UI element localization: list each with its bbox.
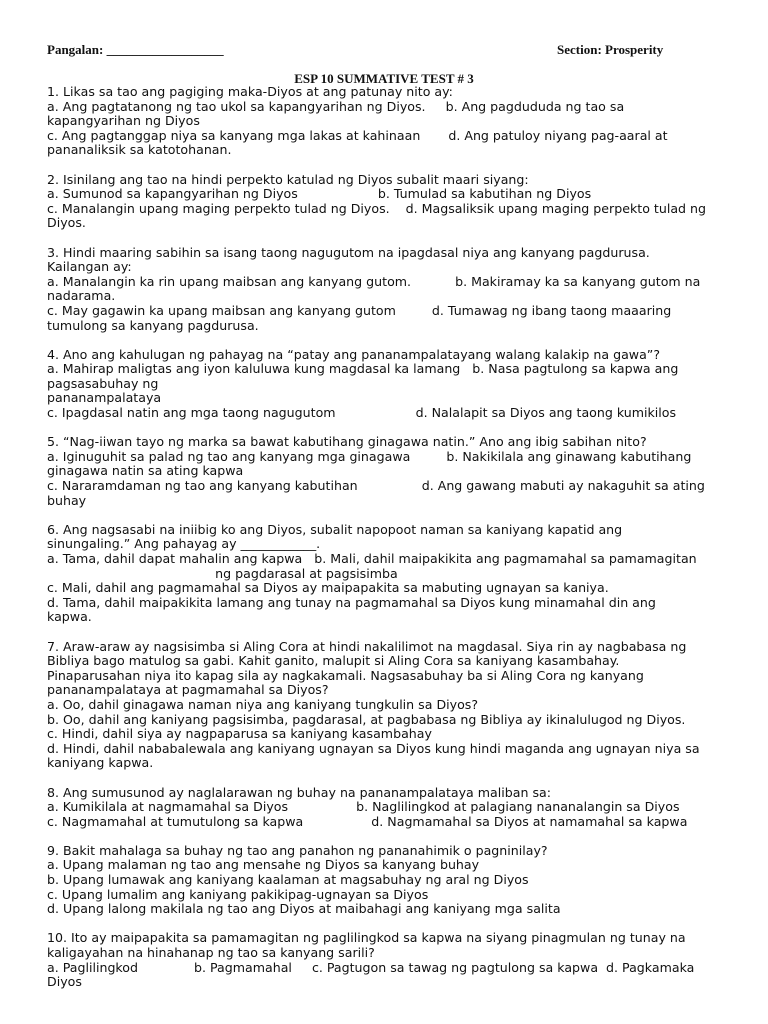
- questions-list: [47, 85, 727, 1004]
- question-line: pananaliksik sa katotohanan.: [47, 142, 232, 158]
- question-3: [47, 246, 727, 334]
- question-5: [47, 435, 727, 508]
- question-line: a. Manalangin ka rin upang maibsan ang kanyang gutom. b. Makiramay ka sa kanyang gutom na: [47, 273, 701, 289]
- section-label: Section: Prosperity: [557, 42, 664, 57]
- question-line: a. Paglilingkod b. Pagmamahal c. Pagtugon sa tawag ng pagtulong sa kapwa d. Pagkamaka: [47, 959, 695, 975]
- question-line: a. Upang malaman ng tao ang mensahe ng Diyos sa kanyang buhay: [47, 857, 480, 873]
- question-10: [47, 931, 727, 989]
- question-line: Bibliya bago matulog sa gabi. Kahit ganito, malupit si Aling Cora sa kaniyang kasambahay.: [47, 653, 620, 669]
- question-line: pagsasabuhay ng: [47, 375, 159, 391]
- question-text: 1. Likas sa tao ang pagiging maka-Diyos at ang patunay nito ay:: [47, 84, 453, 99]
- question-line: b. Upang lumawak ang kaniyang kaalaman at magsabuhay ng aral ng Diyos: [47, 872, 529, 888]
- question-line: d. Hindi, dahil nababalewala ang kaniyang ugnayan sa Diyos kung hindi maganda ang ugnayan niya sa: [47, 740, 700, 756]
- question-line: ng pagdarasal at pagsisimba: [47, 565, 398, 581]
- question-line: Kailangan ay:: [47, 259, 132, 275]
- name-field-label: Pangalan: __________________: [47, 42, 224, 57]
- question-line: Pinaparusahan niya ito kapag sila ay nagkakamali. Nagsasabuhay ba si Aling Cora ng kanyang: [47, 667, 644, 683]
- question-line: c. Ipagdasal natin ang mga taong nagugutom d. Nalalapit sa Diyos ang taong kumikilos: [47, 405, 677, 421]
- question-line: sinungaling.” Ang pahayag ay ____________.: [47, 536, 321, 552]
- question-line: pananampalataya at pagmamahal sa Diyos?: [47, 682, 329, 698]
- question-4: [47, 348, 727, 421]
- question-text: 6. Ang nagsasabi na iniibig ko ang Diyos, subalit napopoot naman sa kaniyang kapatid ang: [47, 521, 623, 537]
- question-line: c. Nararamdaman ng tao ang kanyang kabutihan d. Ang gawang mabuti ay nakaguhit sa ating: [47, 478, 705, 494]
- question-line: c. Ang pagtanggap niya sa kanyang mga lakas at kahinaan d. Ang patuloy niyang pag-aaral at: [47, 127, 668, 143]
- question-line: c. Upang lumalim ang kaniyang pakikipag-ugnayan sa Diyos: [47, 886, 429, 902]
- question-line: kapwa.: [47, 609, 92, 625]
- question-7: [47, 640, 727, 771]
- question-line: d. Upang lalong makilala ng tao ang Diyos at maibahagi ang kaniyang mga salita: [47, 901, 561, 917]
- question-text: 9. Bakit mahalaga sa buhay ng tao ang panahon ng pananahimik o pagninilay?: [47, 842, 548, 858]
- question-text: 10. Ito ay maipapakita sa pamamagitan ng paglilingkod sa kapwa na siyang pinagmulan ng tunay na: [47, 930, 686, 946]
- question-line: pananampalataya: [47, 390, 162, 406]
- question-line: a. Ang pagtatanong ng tao ukol sa kapangyarihan ng Diyos. b. Ang pagdududa ng tao sa: [47, 98, 625, 114]
- question-line: b. Oo, dahil ang kaniyang pagsisimba, pagdarasal, at pagbabasa ng Bibliya ay ikinalulugod ng Diyos.: [47, 711, 686, 727]
- question-line: a. Oo, dahil ginagawa naman niya ang kaniyang tungkulin sa Diyos?: [47, 696, 479, 712]
- question-text: 2. Isinilang ang tao na hindi perpekto katulad ng Diyos subalit maari siyang:: [47, 171, 529, 187]
- question-text: 3. Hindi maaring sabihin sa isang taong nagugutom na ipagdasal niya ang kanyang pagdurusa.: [47, 244, 650, 260]
- question-line: a. Mahirap maligtas ang iyon kaluluwa kung magdasal ka lamang b. Nasa pagtulong sa kapwa ang: [47, 361, 679, 377]
- question-6: [47, 523, 727, 625]
- question-line: c. Mali, dahil ang pagmamahal sa Diyos ay maipapakita sa mabuting ugnayan sa kaniya.: [47, 580, 609, 596]
- question-line: nadarama.: [47, 288, 116, 304]
- question-line: Diyos.: [47, 215, 86, 231]
- question-line: a. Tama, dahil dapat mahalin ang kapwa b. Mali, dahil maipakikita ang pagmamahal sa pamamagitan: [47, 551, 697, 566]
- test-title: ESP 10 SUMMATIVE TEST # 3: [294, 71, 474, 86]
- question-text: 8. Ang sumusunod ay naglalarawan ng buhay na pananampalataya maliban sa:: [47, 784, 551, 800]
- question-text: 4. Ano ang kahulugan ng pahayag na “patay ang pananampalatayang walang kalakip na gawa”?: [47, 346, 661, 362]
- question-text: 5. “Nag-iiwan tayo ng marka sa bawat kabutihang ginagawa natin.” Ano ang ibig sabihan nito?: [47, 434, 647, 450]
- question-line: a. Kumikilala at nagmamahal sa Diyos b. Naglilingkod at palagiang nananalangin sa Diyos: [47, 799, 680, 815]
- question-line: a. Sumunod sa kapangyarihan ng Diyos b. Tumulad sa kabutihan ng Diyos: [47, 186, 592, 202]
- question-line: kaniyang kapwa.: [47, 755, 154, 771]
- question-line: kapangyarihan ng Diyos: [47, 113, 200, 129]
- question-line: c. Hindi, dahil siya ay nagpaparusa sa kaniyang kasambahay: [47, 726, 432, 742]
- question-line: tumulong sa kanyang pagdurusa.: [47, 317, 259, 333]
- question-line: c. May gagawin ka upang maibsan ang kanyang gutom d. Tumawag ng ibang taong maaaring: [47, 302, 672, 318]
- question-line: Diyos: [47, 974, 82, 990]
- question-line: c. Manalangin upang maging perpekto tulad ng Diyos. d. Magsaliksik upang maging perpekto tulad ng: [47, 200, 707, 216]
- question-line: d. Tama, dahil maipakikita lamang ang tunay na pagmamahal sa Diyos kung minamahal din ang: [47, 594, 656, 610]
- question-2: [47, 173, 727, 231]
- question-line: ginagawa natin sa ating kapwa: [47, 463, 244, 479]
- question-8: [47, 786, 727, 830]
- question-line: kaligayahan na hinahanap ng tao sa kanyang sarili?: [47, 945, 375, 961]
- question-9: [47, 844, 727, 917]
- question-1: [47, 85, 727, 158]
- question-line: c. Nagmamahal at tumutulong sa kapwa d. Nagmamahal sa Diyos at namamahal sa kapwa: [47, 813, 688, 829]
- question-text: 7. Araw-araw ay nagsisimba si Aling Cora at hindi nakalilimot na magdasal. Siya rin ay nagbabasa ng: [47, 638, 687, 654]
- question-line: buhay: [47, 492, 87, 508]
- question-line: a. Iginuguhit sa palad ng tao ang kanyang mga ginagawa b. Nakikilala ang ginawang kabutihang: [47, 448, 692, 464]
